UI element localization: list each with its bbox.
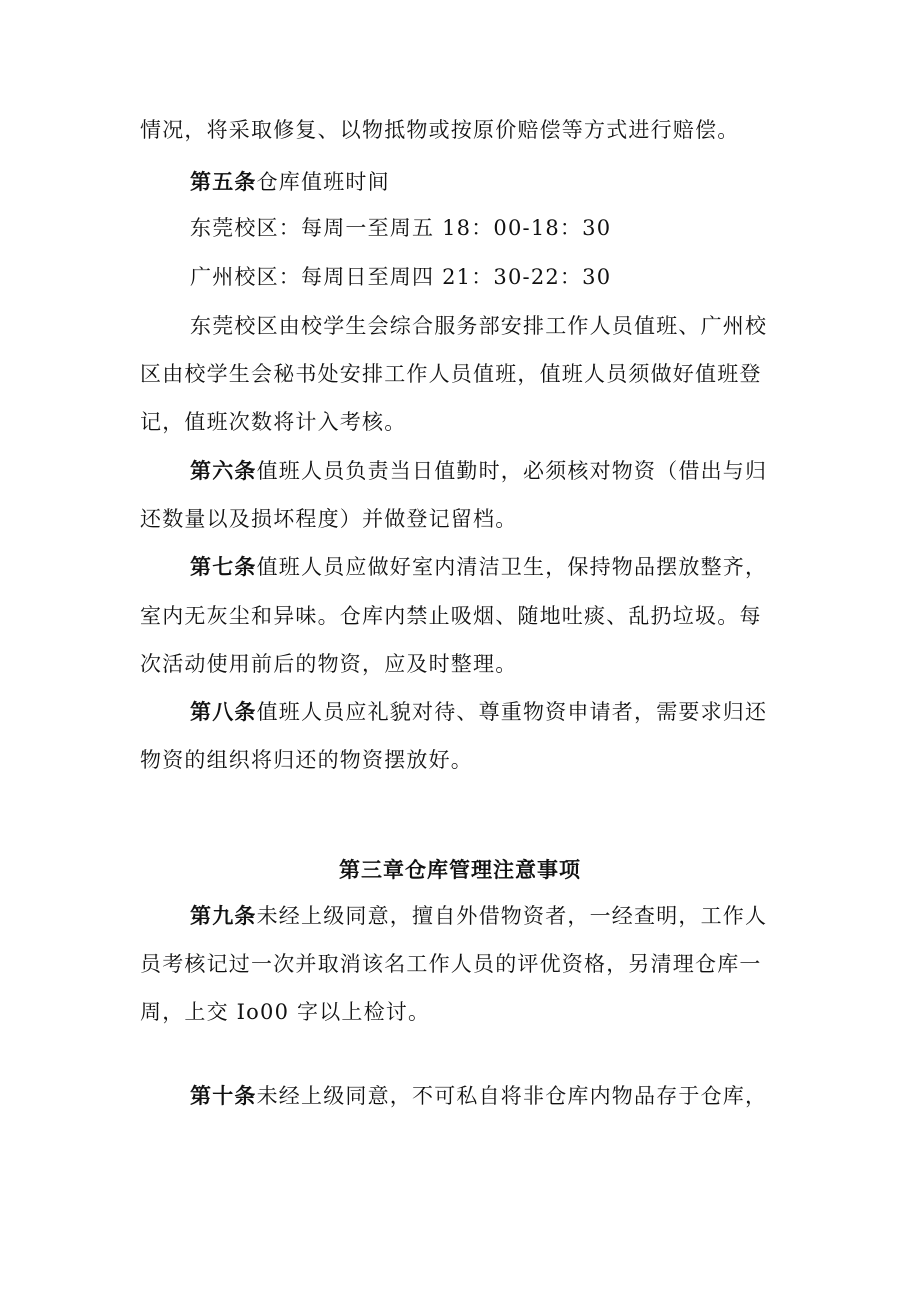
article-6-line: 第六条值班人员负责当日值勤时，必须核对物资（借出与归 — [190, 459, 768, 483]
article-8-line: 第八条值班人员应礼貌对待、尊重物资申请者，需要求归还 — [190, 700, 768, 724]
article-label: 第八条 — [190, 700, 257, 724]
paragraph-line: 区由校学生会秘书处安排工作人员值班，值班人员须做好值班登 — [140, 362, 762, 386]
paragraph-line: 东莞校区由校学生会综合服务部安排工作人员值班、广州校 — [190, 314, 768, 338]
article-7-line: 第七条值班人员应做好室内清洁卫生，保持物品摆放整齐， — [190, 555, 768, 579]
article-label: 第五条 — [190, 170, 257, 194]
paragraph-line: 物资的组织将归还的物资摆放好。 — [140, 748, 473, 772]
chapter-heading: 第三章仓库管理注意事项 — [339, 858, 581, 882]
paragraph-line: 广州校区：每周日至周四 21：30-22：30 — [190, 265, 612, 289]
article-label: 第七条 — [190, 555, 257, 579]
article-9-line: 第九条未经上级同意，擅自外借物资者，一经查明，工作人 — [190, 904, 768, 928]
paragraph-line: 情况，将采取修复、以物抵物或按原价赔偿等方式进行赔偿。 — [140, 118, 740, 142]
paragraph-line: 还数量以及损坏程度）并做登记留档。 — [140, 507, 518, 531]
paragraph-line: 东莞校区：每周一至周五 18：00-18：30 — [190, 216, 612, 240]
paragraph-line: 记，值班次数将计入考核。 — [140, 410, 407, 434]
article-10-line: 第十条未经上级同意，不可私自将非仓库内物品存于仓库， — [190, 1084, 768, 1108]
paragraph-line: 周，上交 Io00 字以上检讨。 — [140, 1000, 431, 1024]
paragraph-line: 员考核记过一次并取消该名工作人员的评优资格，另清理仓库一 — [140, 952, 762, 976]
article-label: 第六条 — [190, 459, 257, 483]
article-5-heading: 第五条仓库值班时间 — [190, 170, 390, 194]
article-label: 第十条 — [190, 1084, 257, 1108]
article-label: 第九条 — [190, 904, 257, 928]
paragraph-line: 室内无灰尘和异味。仓库内禁止吸烟、随地吐痰、乱扔垃圾。每 — [140, 604, 762, 628]
paragraph-line: 次活动使用前后的物资，应及时整理。 — [140, 652, 518, 676]
